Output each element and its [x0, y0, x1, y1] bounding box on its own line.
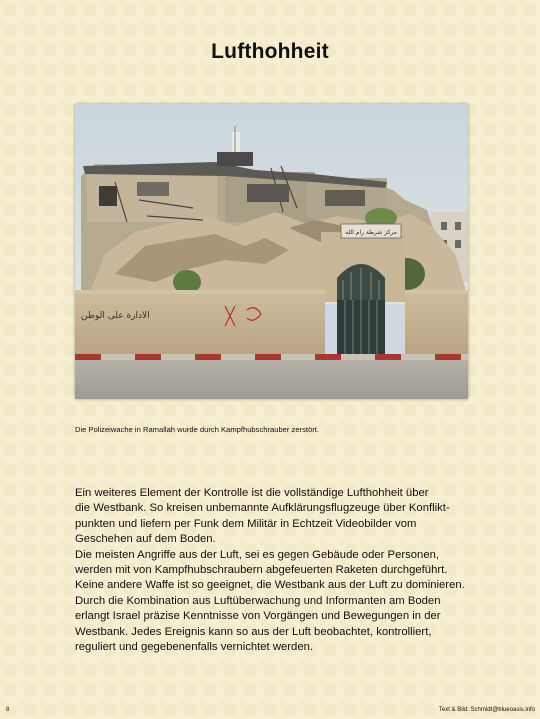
photo-caption: Die Polizeiwache in Ramallah wurde durch Kampfhubschrauber zerstört. [75, 425, 319, 434]
road [75, 360, 468, 399]
body-line: erlangt Israel präzise Kenntnisse von Vorgängen und Bewegungen in der [75, 610, 441, 623]
photo-credit: Text & Bild: Schmidt@blueoasis.info [438, 707, 535, 713]
wall-graffiti: ﺍﻟﺎﺩﺍﺭﺓ ﻋﻠﻰ ﺍﻟﻮﻃﻦ [81, 311, 150, 321]
body-line: reguliert und gegebenenfalls vernichtet werden. [75, 641, 314, 654]
body-line: Die meisten Angriffe aus der Luft, sei es gegen Gebäude oder Personen, [75, 548, 440, 561]
page-title: Lufthohheit [211, 40, 329, 63]
body-line: die Westbank. So kreisen unbemannte Aufklärungsflugzeuge über Konflikt- [75, 502, 450, 515]
station-sign-text: مركز شرطة رام الله [345, 229, 397, 236]
body-text [75, 486, 515, 655]
destroyed-police-station-photo [75, 104, 468, 399]
body-line: punkten und liefern per Funk dem Militär in Echtzeit Videobilder vom [75, 517, 417, 530]
body-line: Keine andere Waffe ist so geeignet, die Westbank aus der Luft zu dominieren. [75, 579, 465, 592]
body-line: Westbank. Jedes Ereignis kann so aus der Luft beobachtet, kontrolliert, [75, 625, 432, 638]
body-line: Durch die Kombination aus Luftüberwachung und Informanten am Boden [75, 594, 441, 607]
body-line: werden mit von Kampfhubschraubern abgefeuerten Raketen durchgeführt. [75, 564, 448, 577]
front-wall [75, 292, 325, 354]
body-line: Ein weiteres Element der Kontrolle ist die vollständige Lufthohheit über [75, 487, 429, 499]
body-line: Geschehen auf dem Boden. [75, 533, 216, 546]
page-number: 8 [6, 707, 10, 713]
